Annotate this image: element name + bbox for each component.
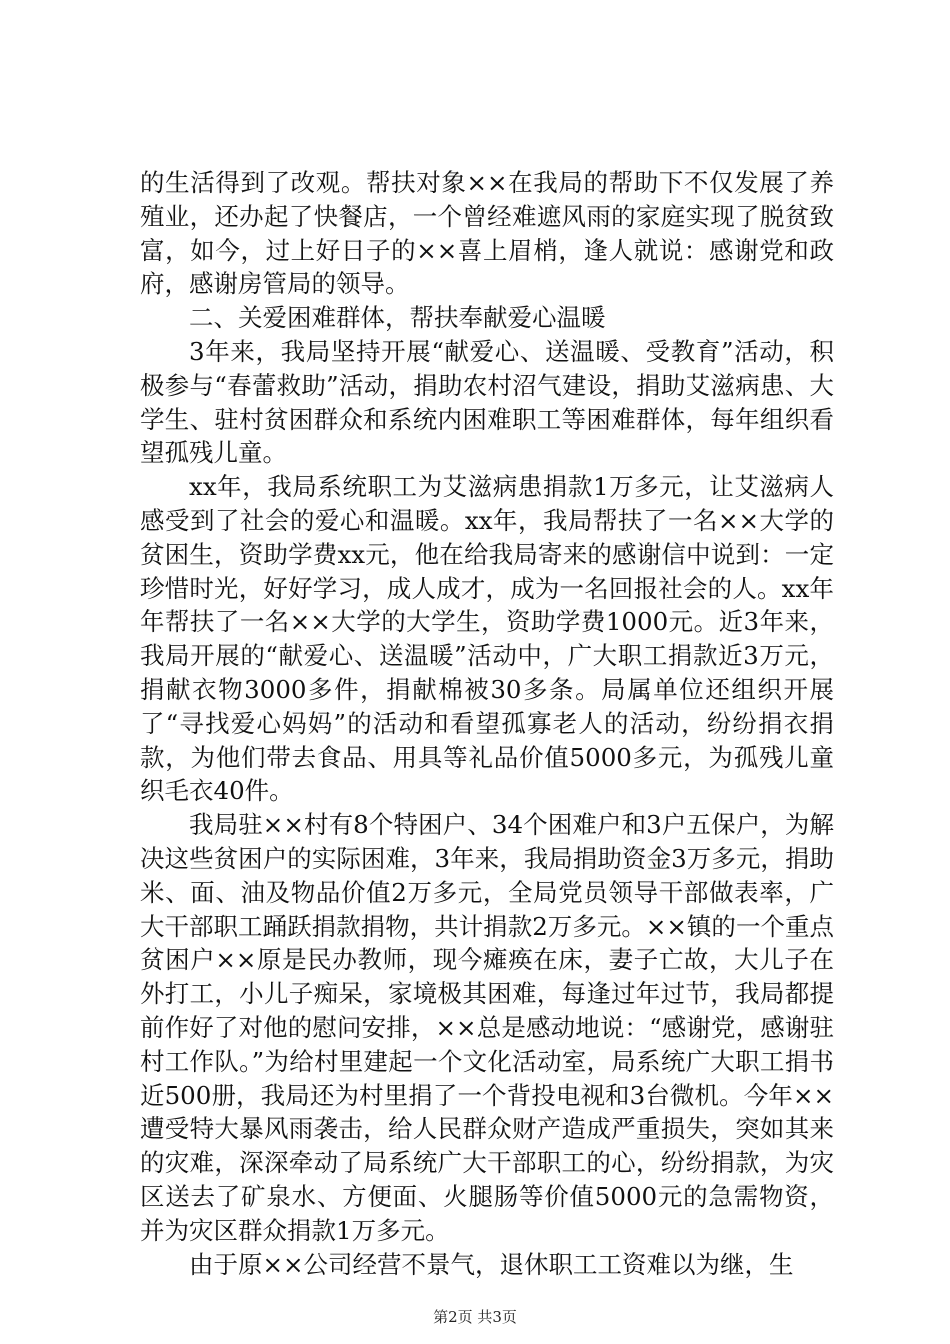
paragraph: 由于原××公司经营不景气，退休职工工资难以为继，生 bbox=[189, 1249, 794, 1279]
paragraph: xx年，我局系统职工为艾滋病患捐款1万多元，让艾滋病人感受到了社会的爱心和温暖。xx年，我局帮扶了一名××大学的贫困生，资助学费xx元，他在给我局寄来的感谢信中说到：一定珍惜时光，好好学习，成人成才，成为一名回报社会的人。xx年年帮扶了一名××大学的大学生，资助学费1000元。近3年来，我局开展的“献爱心、送温暖”活动中，广大职工捐款近3万元，捐献衣物3000多件，捐献棉被30多条。局属单位还组织开展了“寻找爱心妈妈”的活动和看望孤寡老人的活动，纷纷捐衣捐款，为他们带去食品、用具等礼品价值5000多元，为孤残儿童织毛衣40件。 bbox=[140, 472, 834, 806]
page-footer: 第2页 共3页 bbox=[433, 1308, 517, 1326]
paragraph: 3年来，我局坚持开展“献爱心、送温暖、受教育”活动，积极参与“春蕾救助”活动，捐助农村沼气建设，捐助艾滋病患、大学生、驻村贫困群众和系统内困难职工等困难群体，每年组织看望孤残儿童。 bbox=[140, 336, 834, 468]
document-body bbox=[140, 166, 834, 1281]
paragraph-continuation: 的生活得到了改观。帮扶对象××在我局的帮助下不仅发展了养殖业，还办起了快餐店，一个曾经难遮风雨的家庭实现了脱贫致富，如今，过上好日子的××喜上眉梢，逢人就说：感谢党和政府，感谢房管局的领导。 bbox=[140, 168, 834, 299]
section-heading: 二、关爱困难群体，帮扶奉献爱心温暖 bbox=[189, 303, 606, 333]
paragraph: 我局驻××村有8个特困户、34个困难户和3户五保户，为解决这些贫困户的实际困难，3年来，我局捐助资金3万多元，捐助米、面、油及物品价值2万多元，全局党员领导干部做表率，广大干部职工踊跃捐款捐物，共计捐款2万多元。××镇的一个重点贫困户××原是民办教师，现今瘫痪在床，妻子亡故，大儿子在外打工，小儿子痴呆，家境极其困难，每逢过年过节，我局都提前作好了对他的慰问安排，××总是感动地说：“感谢党，感谢驻村工作队。”为给村里建起一个文化活动室，局系统广大职工捐书近500册，我局还为村里捐了一个背投电视和3台微机。今年××遭受特大暴风雨袭击，给人民群众财产造成严重损失，突如其来的灾难，深深牵动了局系统广大干部职工的心，纷纷捐款，为灾区送去了矿泉水、方便面、火腿肠等价值5000元的急需物资，并为灾区群众捐款1万多元。 bbox=[140, 810, 834, 1245]
